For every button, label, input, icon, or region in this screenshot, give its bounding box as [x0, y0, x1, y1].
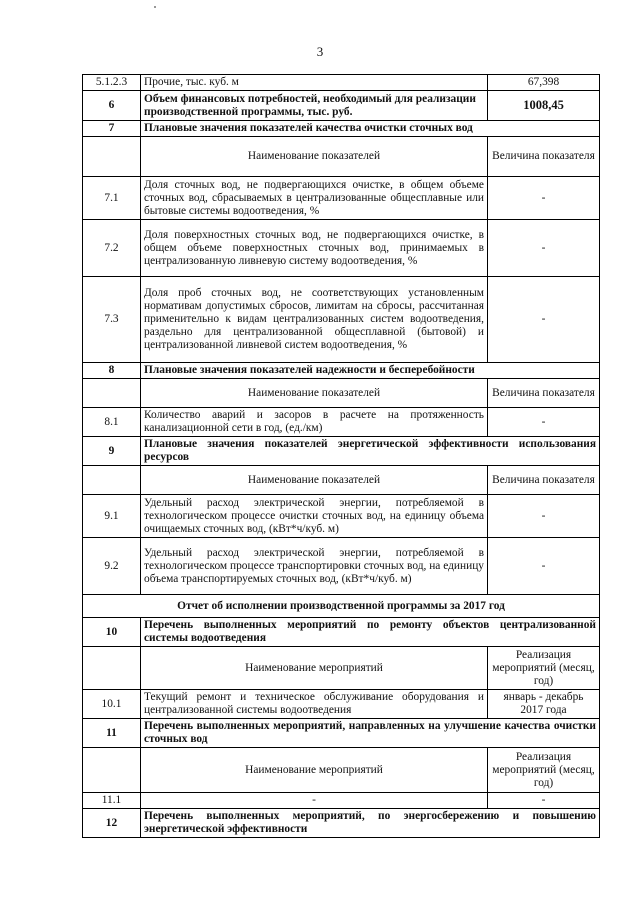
section-number: 10	[83, 618, 141, 647]
row-value: январь - декабрь 2017 года	[488, 690, 600, 719]
row-number: 7.3	[83, 277, 141, 363]
table-row	[83, 277, 600, 363]
column-header-name: Наименование показателей	[141, 137, 488, 177]
section-title: Перечень выполненных мероприятий по ремонту объектов централизованной системы водоотведения	[141, 618, 600, 647]
column-header-name: Наименование показателей	[141, 379, 488, 408]
row-value: 67,398	[488, 75, 600, 91]
header-row	[83, 647, 600, 690]
section-row	[83, 618, 600, 647]
column-header-value: Величина показателя	[488, 379, 600, 408]
row-value: -	[488, 793, 600, 809]
section-row	[83, 809, 600, 838]
table-row	[83, 495, 600, 538]
column-header-value: Реализация мероприятий (месяц, год)	[488, 647, 600, 690]
section-number: 11	[83, 719, 141, 748]
column-header-value: Реализация мероприятий (месяц, год)	[488, 748, 600, 793]
table-row	[83, 75, 600, 91]
column-header-name: Наименование мероприятий	[141, 748, 488, 793]
report-heading-row	[83, 595, 600, 618]
column-header-value: Величина показателя	[488, 137, 600, 177]
section-number: 7	[83, 121, 141, 137]
row-text: Текущий ремонт и техническое обслуживание оборудования и централизованной системы водоотведения	[141, 690, 488, 719]
table-row	[83, 91, 600, 121]
scan-speck	[154, 6, 156, 8]
row-number: 8.1	[83, 408, 141, 437]
row-text: Доля сточных вод, не подвергающихся очистке, в общем объеме сточных вод, сбрасываемых в централизованные общесплавные или бытовые системы водоотведения, %	[141, 177, 488, 220]
column-header-value: Величина показателя	[488, 466, 600, 495]
section-number: 8	[83, 363, 141, 379]
row-number: 7.2	[83, 220, 141, 277]
table-row	[83, 408, 600, 437]
row-value: -	[488, 495, 600, 538]
row-text: Объем финансовых потребностей, необходимый для реализации производственной программы, тыс. руб.	[141, 91, 488, 121]
row-text: Удельный расход электрической энергии, потребляемой в технологическом процессе очистки сточных вод, на единицу объема очищаемых сточных вод, (кВт*ч/куб. м)	[141, 495, 488, 538]
row-number: 10.1	[83, 690, 141, 719]
row-number: 7.1	[83, 177, 141, 220]
report-heading: Отчет об исполнении производственной программы за 2017 год	[83, 595, 600, 618]
row-number: 9.2	[83, 538, 141, 595]
section-row	[83, 719, 600, 748]
section-title: Перечень выполненных мероприятий, направленных на улучшение качества очистки сточных вод	[141, 719, 600, 748]
section-title: Плановые значения показателей энергетической эффективности использования ресурсов	[141, 437, 600, 466]
row-value: -	[488, 538, 600, 595]
table-row	[83, 538, 600, 595]
column-header-name: Наименование мероприятий	[141, 647, 488, 690]
section-title: Перечень выполненных мероприятий, по энергосбережению и повышению энергетической эффективности	[141, 809, 600, 838]
table-row	[83, 177, 600, 220]
row-value: -	[488, 277, 600, 363]
table-row	[83, 690, 600, 719]
row-number: 5.1.2.3	[83, 75, 141, 91]
section-row	[83, 121, 600, 137]
row-value: -	[488, 408, 600, 437]
table-row	[83, 793, 600, 809]
section-row	[83, 363, 600, 379]
row-text: -	[141, 793, 488, 809]
row-text: Доля проб сточных вод, не соответствующих установленным нормативам допустимых сбросов, лимитам на сбросы, рассчитанная применительно к видам централизованных систем водоотведения, раздельно для централизованной общесплавной (бытовой) и централизованной ливневой систем водоотведения, %	[141, 277, 488, 363]
section-number: 9	[83, 437, 141, 466]
section-number: 12	[83, 809, 141, 838]
column-header-name: Наименование показателей	[141, 466, 488, 495]
row-text: Количество аварий и засоров в расчете на протяженность канализационной сети в год, (ед./км)	[141, 408, 488, 437]
section-title: Плановые значения показателей надежности и бесперебойности	[141, 363, 600, 379]
header-row	[83, 748, 600, 793]
section-row	[83, 437, 600, 466]
row-text: Удельный расход электрической энергии, потребляемой в технологическом процессе транспортировки сточных вод, на единицу объема транспортируемых сточных вод, (кВт*ч/куб. м)	[141, 538, 488, 595]
row-number: 9.1	[83, 495, 141, 538]
row-number: 6	[83, 91, 141, 121]
row-text: Доля поверхностных сточных вод, не подвергающихся очистке, в общем объеме поверхностных сточных вод, принимаемых в централизованную ливневую систему водоотведения, %	[141, 220, 488, 277]
row-value: -	[488, 177, 600, 220]
header-row	[83, 466, 600, 495]
row-number: 11.1	[83, 793, 141, 809]
row-value: 1008,45	[488, 91, 600, 121]
row-value: -	[488, 220, 600, 277]
table-row	[83, 220, 600, 277]
row-text: Прочие, тыс. куб. м	[141, 75, 488, 91]
page-number: 3	[316, 44, 324, 59]
section-title: Плановые значения показателей качества очистки сточных вод	[141, 121, 600, 137]
header-row	[83, 137, 600, 177]
program-table	[82, 74, 600, 838]
header-row	[83, 379, 600, 408]
